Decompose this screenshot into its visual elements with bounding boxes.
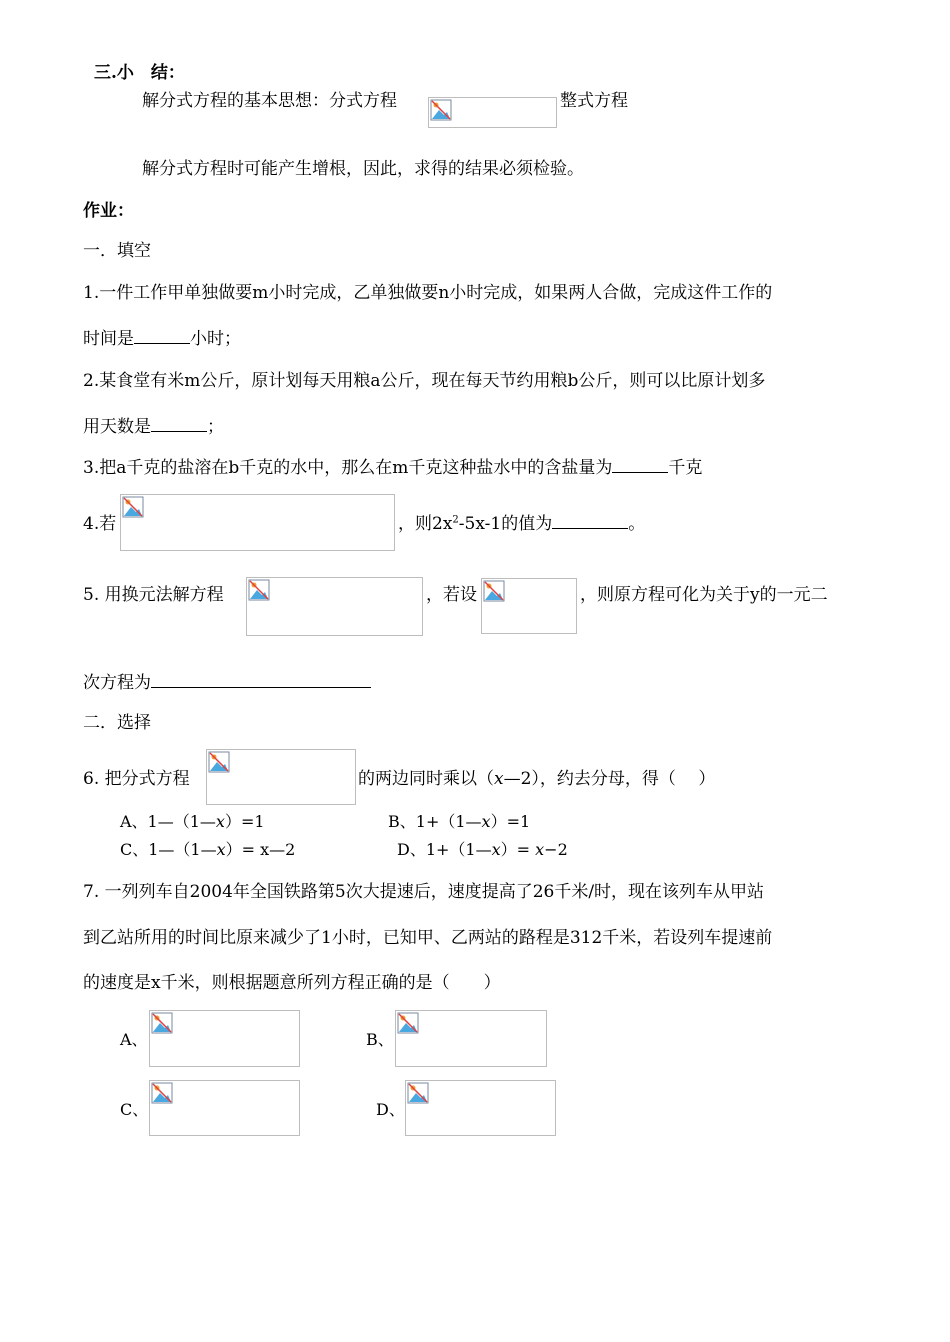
homework-heading: 作业： — [83, 201, 134, 221]
broken-image-icon — [122, 496, 144, 518]
q5-suffix: ，则原方程可化为关于y的一元二 — [580, 585, 828, 605]
broken-image-icon — [407, 1082, 429, 1104]
q1-text-b: 小时； — [190, 329, 241, 349]
summary-idea-prefix: 解分式方程的基本思想：分式方程 — [142, 91, 397, 111]
q6-option-b-x: x — [481, 812, 491, 831]
summary-heading: 三.小 结： — [94, 63, 185, 83]
broken-image-icon — [397, 1012, 419, 1034]
q7-option-d-label: D、 — [376, 1100, 405, 1119]
q6-text-c: —2），约去分母，得（ ） — [503, 769, 716, 789]
q3-answer-blank — [612, 472, 668, 473]
q4-formula-image — [120, 494, 395, 551]
q6-option-a-x: x — [215, 812, 225, 831]
q7-option-a-label: A、 — [120, 1030, 148, 1049]
q6-option-d — [397, 839, 568, 861]
q6-option-b — [388, 811, 530, 833]
q7-line1: 7. 一列列车自2004年全国铁路第5次大提速后，速度提高了26千米/时，现在该列车从甲站 — [83, 882, 765, 902]
broken-image-icon — [151, 1082, 173, 1104]
q2-answer-blank — [151, 431, 207, 432]
q6-option-b-text: B、1+（1— — [388, 812, 482, 831]
q5-prefix: 5. 用换元法解方程 — [83, 585, 224, 605]
q2-line2 — [83, 416, 224, 438]
broken-image-icon — [208, 751, 230, 773]
q2-line1: 2.某食堂有米m公斤，原计划每天用粮a公斤，现在每天节约用粮b公斤，则可以比原计划多 — [83, 371, 766, 391]
q5-equation-image — [246, 577, 423, 636]
q6-option-d-end: −2 — [544, 840, 568, 859]
q2-text-b: ； — [207, 417, 224, 437]
q4-text-b: ，则2x — [398, 514, 453, 534]
q5-line2 — [83, 672, 371, 694]
q5-answer-blank — [151, 687, 371, 688]
q4-answer-blank — [552, 528, 628, 529]
q6-prefix: 6. 把分式方程 — [83, 769, 190, 789]
q1-line2 — [83, 328, 241, 350]
q6-option-d-x: x — [491, 840, 501, 859]
broken-image-icon — [151, 1012, 173, 1034]
q4-suffix — [398, 513, 645, 535]
q3-text-b: 千克 — [668, 458, 703, 478]
section-choice: 二．选择 — [83, 713, 151, 733]
q4-text-d: 。 — [628, 514, 646, 534]
q6-text-b: 的两边同时乘以（ — [358, 769, 494, 789]
q7-option-c-image — [149, 1080, 300, 1136]
q7-option-c-label: C、 — [120, 1100, 149, 1119]
q4-exponent: 2 — [452, 514, 459, 526]
formula-image-arrow — [428, 97, 557, 128]
q6-option-d-x2: x — [535, 840, 545, 859]
q2-text-a: 用天数是 — [83, 417, 151, 437]
q1-text-a: 时间是 — [83, 329, 134, 349]
q7-option-b-label: B、 — [366, 1030, 394, 1049]
q6-equation-image — [206, 749, 356, 805]
q6-var-x: x — [494, 769, 504, 789]
q3-line — [83, 457, 702, 479]
q7-option-b-image — [395, 1010, 547, 1067]
summary-idea-suffix: 整式方程 — [560, 91, 628, 111]
q6-option-d-mid: ）= — [500, 840, 536, 859]
q6-option-d-text: D、1+（1— — [397, 840, 492, 859]
q6-option-c — [120, 839, 295, 861]
q5-middle: ，若设 — [426, 585, 477, 605]
q6-option-c-x: x — [216, 840, 226, 859]
q7-line2: 到乙站所用的时间比原来减少了1小时，已知甲、乙两站的路程是312千米，若设列车提速前 — [83, 928, 773, 948]
q7-line3: 的速度是x千米，则根据题意所列方程正确的是（ ） — [83, 973, 501, 993]
broken-image-icon — [248, 579, 270, 601]
q5-substitution-image — [481, 578, 577, 634]
q6-option-a — [120, 811, 265, 833]
q3-text-a: 3.把a千克的盐溶在b千克的水中，那么在m千克这种盐水中的含盐量为 — [83, 458, 613, 478]
q4-text-c: -5x-1的值为 — [458, 514, 553, 534]
q6-option-a-end: ）=1 — [224, 812, 265, 831]
q6-option-c-end: ）= x—2 — [225, 840, 296, 859]
summary-check-note: 解分式方程时可能产生增根，因此，求得的结果必须检验。 — [142, 159, 584, 179]
q6-option-b-end: ）=1 — [490, 812, 531, 831]
q6-option-a-text: A、1—（1— — [120, 812, 216, 831]
broken-image-icon — [430, 99, 452, 121]
q5-line2-text: 次方程为 — [83, 673, 151, 693]
q4-prefix: 4.若 — [83, 514, 117, 534]
q1-line1: 1.一件工作甲单独做要m小时完成，乙单独做要n小时完成，如果两人合做，完成这件工作的 — [83, 283, 773, 303]
q1-answer-blank — [134, 343, 190, 344]
q7-option-d-image — [405, 1080, 556, 1136]
broken-image-icon — [483, 580, 505, 602]
q7-option-a-image — [149, 1010, 300, 1067]
q6-suffix — [358, 768, 715, 790]
q6-option-c-text: C、1—（1— — [120, 840, 217, 859]
section-fill-blank: 一．填空 — [83, 241, 151, 261]
